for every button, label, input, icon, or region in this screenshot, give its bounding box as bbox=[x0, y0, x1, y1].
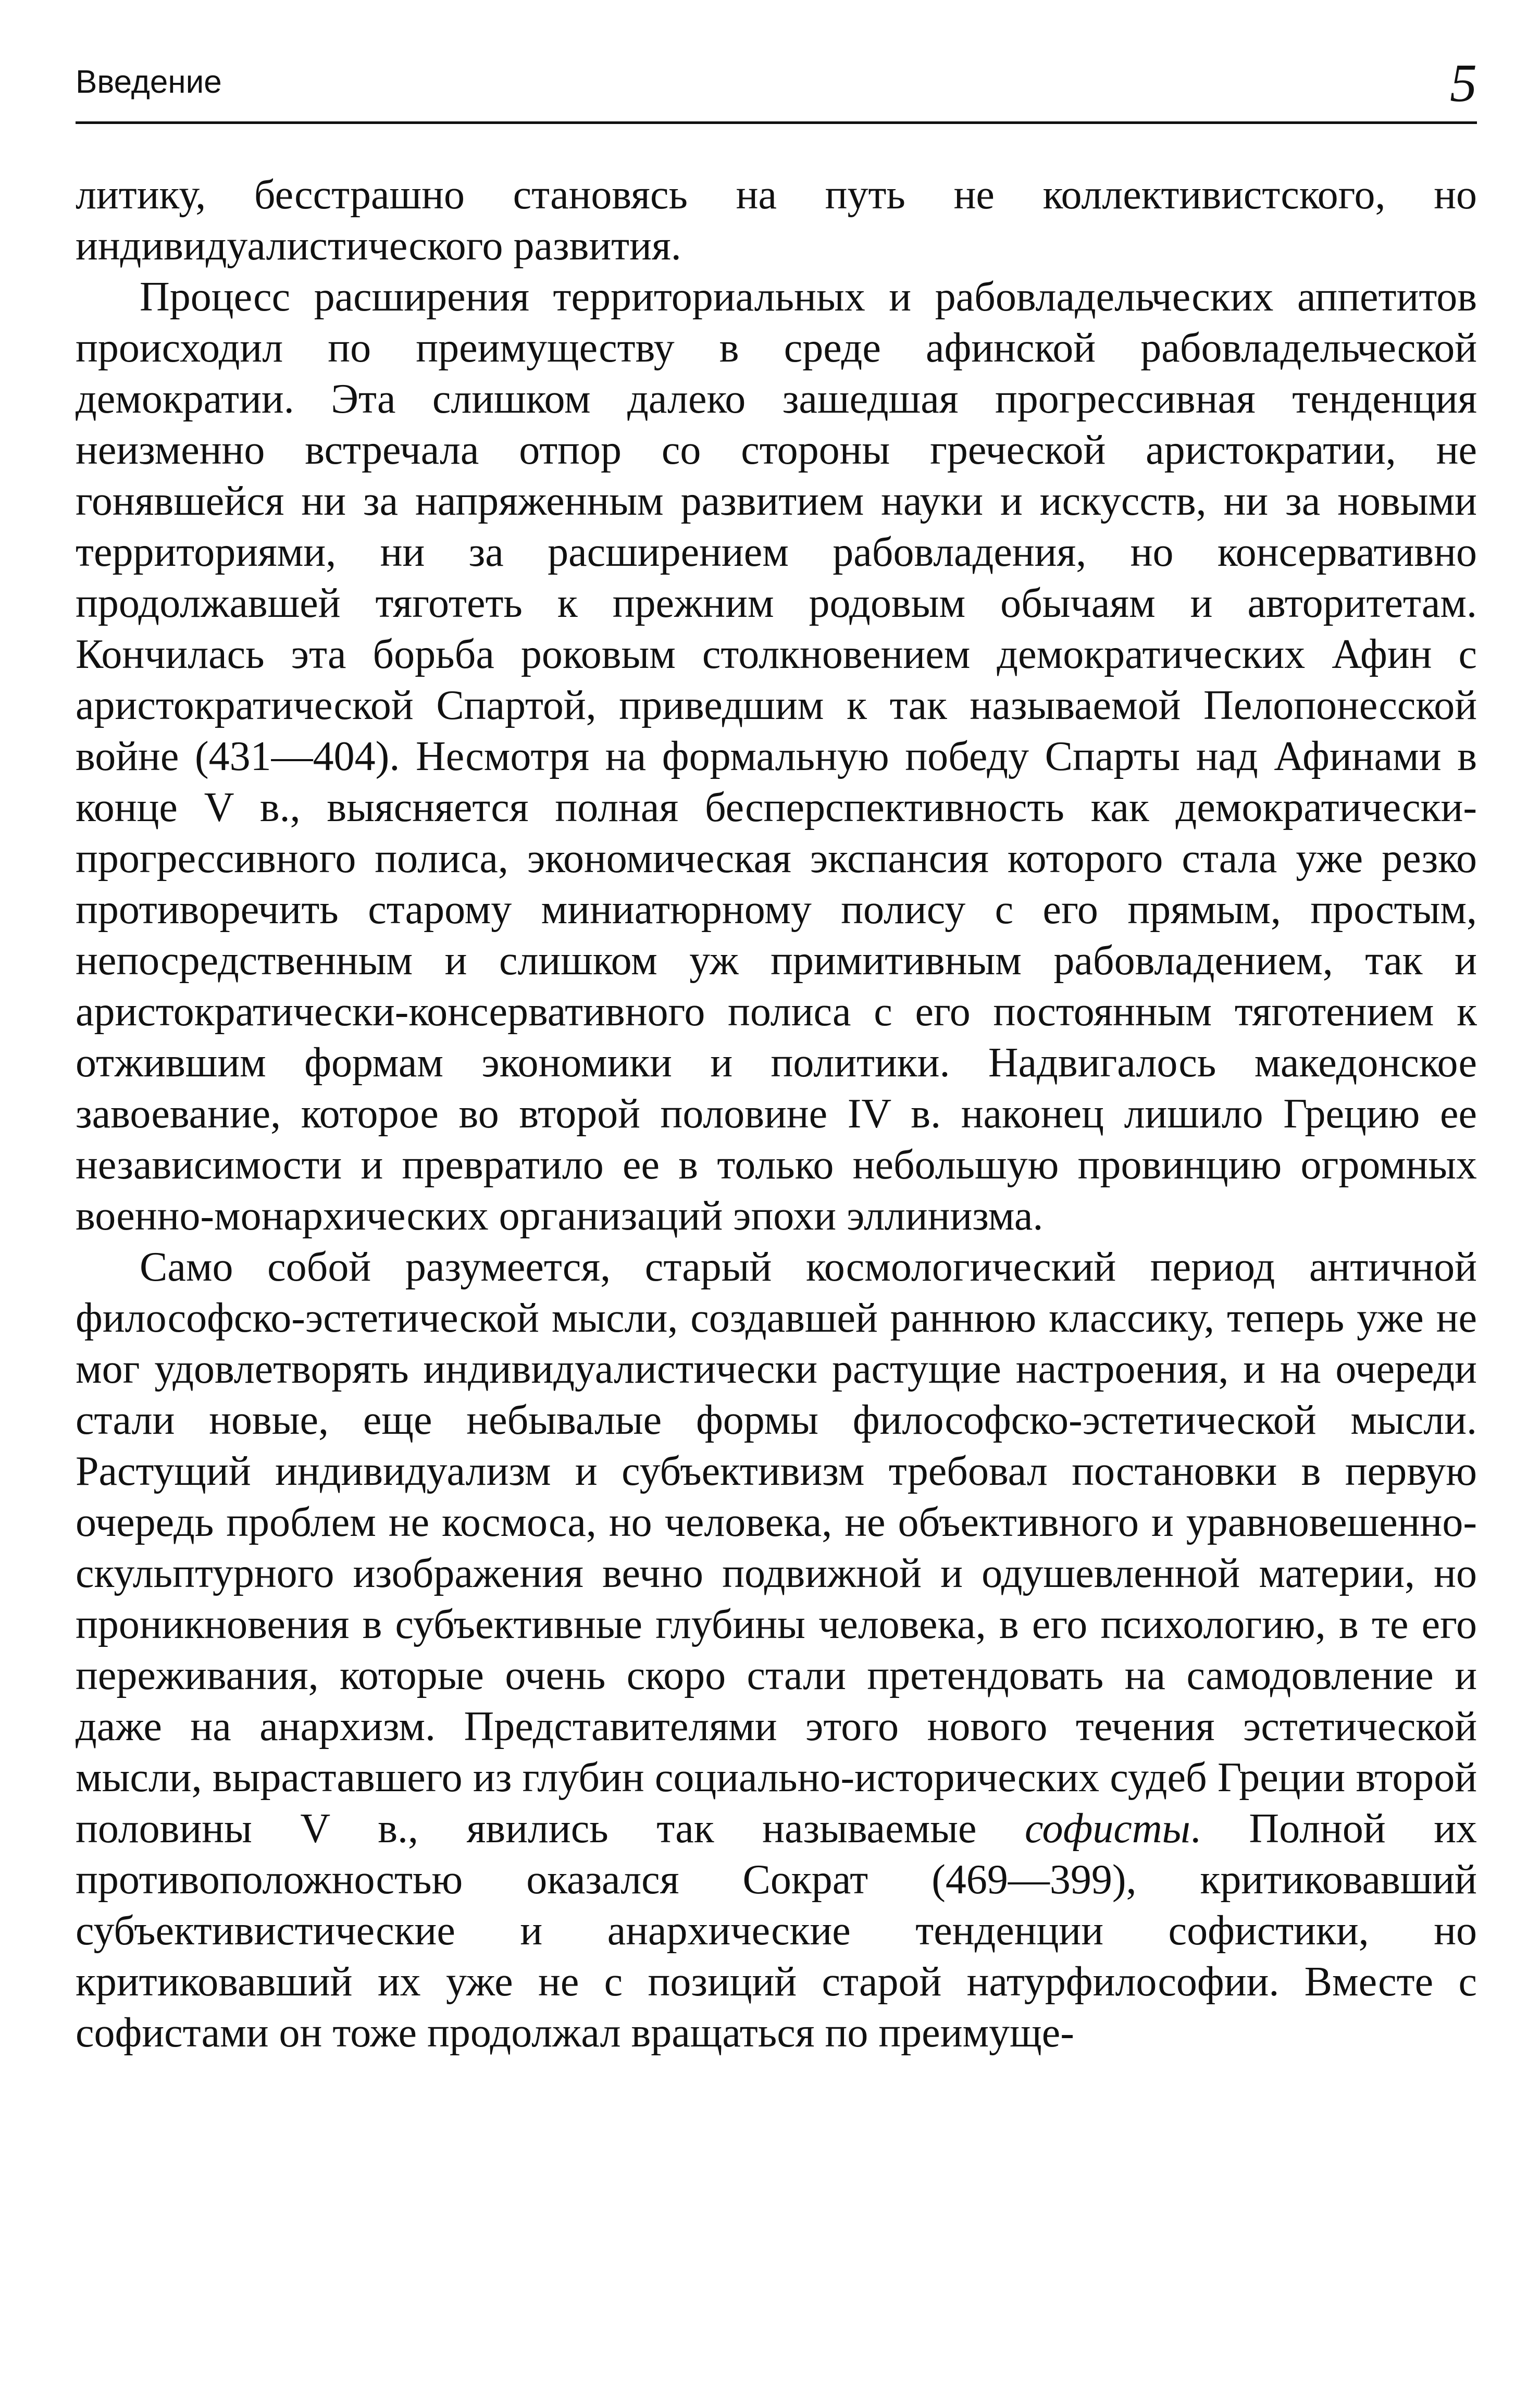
paragraph-3-text-before: Само собой разумеется, старый космологический период античной философско-эстетической мысли, создавшей раннюю классику, теперь уже не мог удовлетворять индивидуалистически растущие настроения, и на очереди стали новые, еще небывалые формы философско-эстетической мысли. Растущий индивидуализм и субъективизм требовал постановки в первую очередь проблем не космоса, но человека, не объективного и уравновешенно-скульптурного изображения вечно подвижной и одушевленной материи, но проникновения в субъективные глубины человека, в его психологию, в те его переживания, которые очень скоро стали претендовать на самодовление и даже на анархизм. Представителями этого нового течения эстетической мысли, выраставшего из глубин социально-исторических судеб Греции второй половины V в., явились так называемые bbox=[76, 1244, 1477, 1852]
page-header bbox=[76, 53, 1477, 119]
paragraph-3 bbox=[76, 1242, 1477, 2058]
paragraph-1: литику, бесстрашно становясь на путь не коллективистского, но индивидуалистического развития. bbox=[76, 172, 1477, 269]
page-number: 5 bbox=[1450, 53, 1477, 113]
header-rule bbox=[76, 121, 1477, 124]
emphasis-sophists: софисты bbox=[1025, 1806, 1190, 1852]
body-text bbox=[76, 169, 1477, 2368]
running-title: Введение bbox=[76, 64, 222, 100]
paragraph-3-text-after: . Полной их противоположностью оказался Сократ (469—399), критиковавший субъективистические и анархические тенденции софистики, но критиковавший их уже не с позиций старой натурфилософии. Вместе с софистами он тоже продолжал вращаться по преимуще- bbox=[76, 1806, 1477, 2056]
paragraph-2: Процесс расширения территориальных и рабовладельческих аппетитов происходил по преимуществу в среде афинской рабовладельческой демократии. Эта слишком далеко зашедшая прогрессивная тенденция неизменно встречала отпор со стороны греческой аристократии, не гонявшейся ни за напряженным развитием науки и искусств, ни за новыми территориями, ни за расширением рабовладения, но консервативно продолжавшей тяготеть к прежним родовым обычаям и авторитетам. Кончилась эта борьба роковым столкновением демократических Афин с аристократической Спартой, приведшим к так называемой Пелопонесской войне (431—404). Несмотря на формальную победу Спарты над Афинами в конце V в., выясняется полная бесперспективность как демократически-прогрессивного полиса, экономическая экспансия которого стала уже резко противоречить старому миниатюрному полису с его прямым, простым, непосредственным и слишком уж примитивным рабовладением, так и аристократически-консервативного полиса с его постоянным тяготением к отжившим формам экономики и политики. Надвигалось македонское завоевание, которое во второй половине IV в. наконец лишило Грецию ее независимости и превратило ее в только небольшую провинцию огромных военно-монархических организаций эпохи эллинизма. bbox=[76, 274, 1477, 1239]
